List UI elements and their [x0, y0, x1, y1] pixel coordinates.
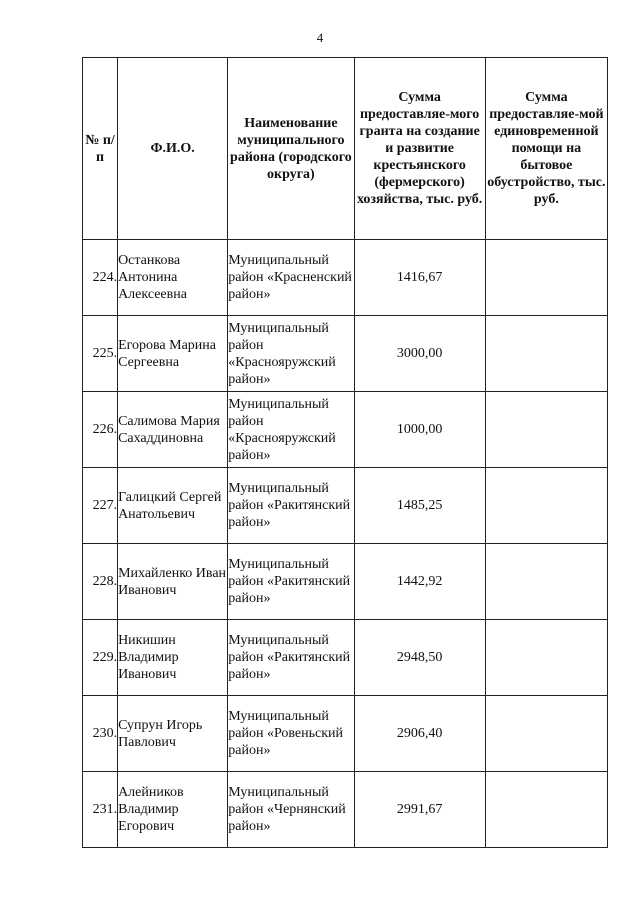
full-name: Останкова Антонина Алексеевна — [118, 240, 228, 316]
row-number: 229. — [83, 620, 118, 696]
row-number: 226. — [83, 392, 118, 468]
table-row — [83, 772, 608, 848]
row-number: 225. — [83, 316, 118, 392]
header-fio: Ф.И.О. — [118, 58, 228, 240]
aid-amount — [485, 468, 607, 544]
grant-amount: 2948,50 — [354, 620, 485, 696]
district-name: Муниципальный район «Краснояружский район» — [228, 392, 354, 468]
full-name: Михайленко Иван Иванович — [118, 544, 228, 620]
full-name: Егорова Марина Сергеевна — [118, 316, 228, 392]
header-aid-amount: Сумма предоставляе-мой единовременной помощи на бытовое обустройство, тыс. руб. — [485, 58, 607, 240]
table-header-row — [83, 58, 608, 240]
grant-amount: 2991,67 — [354, 772, 485, 848]
row-number: 227. — [83, 468, 118, 544]
row-number: 231. — [83, 772, 118, 848]
grant-amount: 1485,25 — [354, 468, 485, 544]
district-name: Муниципальный район «Красненский район» — [228, 240, 354, 316]
full-name: Салимова Мария Сахаддиновна — [118, 392, 228, 468]
district-name: Муниципальный район «Ракитянский район» — [228, 620, 354, 696]
grant-amount: 1416,67 — [354, 240, 485, 316]
aid-amount — [485, 696, 607, 772]
header-num: № п/п — [83, 58, 118, 240]
aid-amount — [485, 544, 607, 620]
page-number: 4 — [316, 30, 324, 45]
full-name: Никишин Владимир Иванович — [118, 620, 228, 696]
grant-amount: 3000,00 — [354, 316, 485, 392]
aid-amount — [485, 316, 607, 392]
header-grant-amount: Сумма предоставляе-мого гранта на создание и развитие крестьянского (фермерского) хозяйства, тыс. руб. — [354, 58, 485, 240]
grants-table — [82, 57, 608, 848]
district-name: Муниципальный район «Краснояружский район» — [228, 316, 354, 392]
aid-amount — [485, 240, 607, 316]
table-row — [83, 620, 608, 696]
aid-amount — [485, 620, 607, 696]
district-name: Муниципальный район «Ракитянский район» — [228, 468, 354, 544]
district-name: Муниципальный район «Ракитянский район» — [228, 544, 354, 620]
full-name: Галицкий Сергей Анатольевич — [118, 468, 228, 544]
grant-amount: 2906,40 — [354, 696, 485, 772]
district-name: Муниципальный район «Ровеньский район» — [228, 696, 354, 772]
table-row — [83, 468, 608, 544]
table-row — [83, 392, 608, 468]
row-number: 228. — [83, 544, 118, 620]
grant-amount: 1000,00 — [354, 392, 485, 468]
full-name: Супрун Игорь Павлович — [118, 696, 228, 772]
full-name: Алейников Владимир Егорович — [118, 772, 228, 848]
table-row — [83, 316, 608, 392]
table-row — [83, 696, 608, 772]
district-name: Муниципальный район «Чернянский район» — [228, 772, 354, 848]
aid-amount — [485, 772, 607, 848]
grant-amount: 1442,92 — [354, 544, 485, 620]
aid-amount — [485, 392, 607, 468]
row-number: 224. — [83, 240, 118, 316]
header-district: Наименование муниципального района (городского округа) — [228, 58, 354, 240]
row-number: 230. — [83, 696, 118, 772]
table-row — [83, 544, 608, 620]
table-row — [83, 240, 608, 316]
